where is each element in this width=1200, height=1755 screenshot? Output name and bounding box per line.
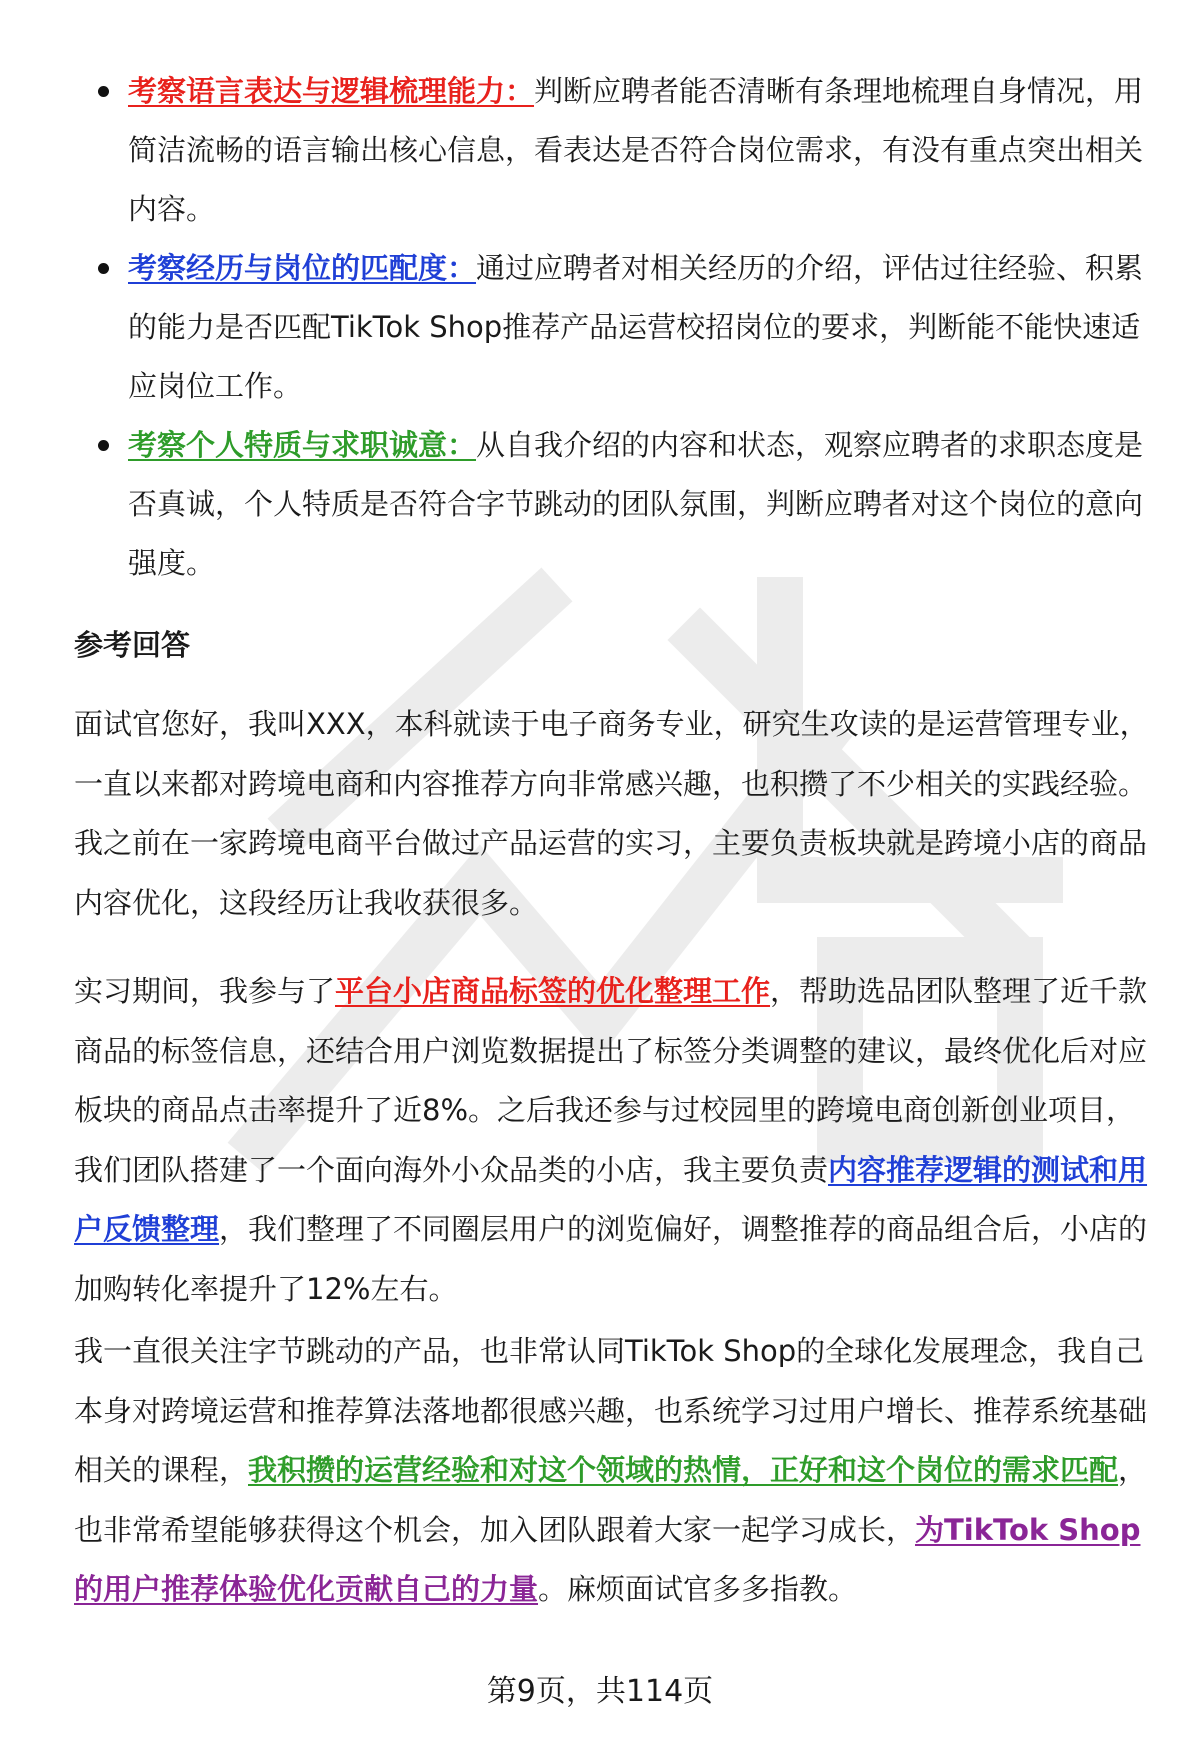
bullet-text: 判断应聘者能否清晰有条理地梳理自身情况，用简洁流畅的语言输出核心信息，看表达是否符合岗位需求，有没有重点突出相关内容。 bbox=[128, 74, 1144, 226]
paragraph-text: 实习期间，我参与了 bbox=[74, 974, 336, 1008]
bullet-text: 从自我介绍的内容和状态，观察应聘者的求职态度是否真诚，个人特质是否符合字节跳动的团队氛围，判断应聘者对这个岗位的意向强度。 bbox=[128, 428, 1144, 580]
evaluation-points-list bbox=[74, 62, 1154, 593]
answer-paragraph-experience bbox=[74, 962, 1154, 1319]
bullet-keyword: 考察个人特质与求职诚意： bbox=[128, 428, 477, 462]
highlight-phrase: 我积攒的运营经验和对这个领域的热情，正好和这个岗位的需求匹配 bbox=[248, 1453, 1119, 1487]
list-item bbox=[74, 62, 1154, 239]
paragraph-text: ，帮助选品团队整理了近千款商品的标签信息，还结合用户浏览数据提出了标签分类调整的建议，最终优化后对应板块的商品点击率提升了近8%。之后我还参与过校园里的跨境电商创新创业项目，我们团队搭建了一个面向海外小众品类的小店，我主要负责 bbox=[74, 974, 1148, 1187]
bullet-dot-icon bbox=[98, 440, 109, 451]
paragraph-text: ，我们整理了不同圈层用户的浏览偏好，调整推荐的商品组合后，小店的加购转化率提升了12%左右。 bbox=[74, 1212, 1148, 1306]
section-heading: 参考回答 bbox=[74, 628, 191, 662]
bullet-dot-icon bbox=[98, 263, 109, 274]
bullet-dot-icon bbox=[98, 86, 109, 97]
highlight-phrase: 平台小店商品标签的优化整理工作 bbox=[335, 974, 771, 1008]
bullet-keyword: 考察经历与岗位的匹配度： bbox=[128, 251, 477, 285]
bullet-keyword: 考察语言表达与逻辑梳理能力： bbox=[128, 74, 535, 108]
highlight-phrase: 为TikTok Shop的用户推荐体验优化贡献自己的力量 bbox=[74, 1512, 1141, 1606]
paragraph-text: 。麻烦面试官多多指教。 bbox=[538, 1572, 858, 1606]
list-item bbox=[74, 239, 1154, 416]
answer-paragraph-intro: 面试官您好，我叫XXX，本科就读于电子商务专业，研究生攻读的是运营管理专业，一直以来都对跨境电商和内容推荐方向非常感兴趣，也积攒了不少相关的实践经验。我之前在一家跨境电商平台做过产品运营的实习，主要负责板块就是跨境小店的商品内容优化，这段经历让我收获很多。 bbox=[74, 707, 1149, 920]
highlight-phrase: 内容推荐逻辑的测试和用户反馈整理 bbox=[74, 1152, 1148, 1246]
answer-paragraph-motivation bbox=[74, 1322, 1154, 1620]
list-item bbox=[74, 416, 1154, 593]
paragraph-text: 我一直很关注字节跳动的产品，也非常认同TikTok Shop的全球化发展理念，我自己本身对跨境运营和推荐算法落地都很感兴趣，也系统学习过用户增长、推荐系统基础相关的课程， bbox=[74, 1334, 1148, 1487]
paragraph-text: ，也非常希望能够获得这个机会，加入团队跟着大家一起学习成长， bbox=[74, 1453, 1148, 1547]
page-number: 第9页，共114页 bbox=[486, 1674, 714, 1709]
bullet-text: 通过应聘者对相关经历的介绍，评估过往经验、积累的能力是否匹配TikTok Shop推荐产品运营校招岗位的要求，判断能不能快速适应岗位工作。 bbox=[128, 251, 1144, 403]
